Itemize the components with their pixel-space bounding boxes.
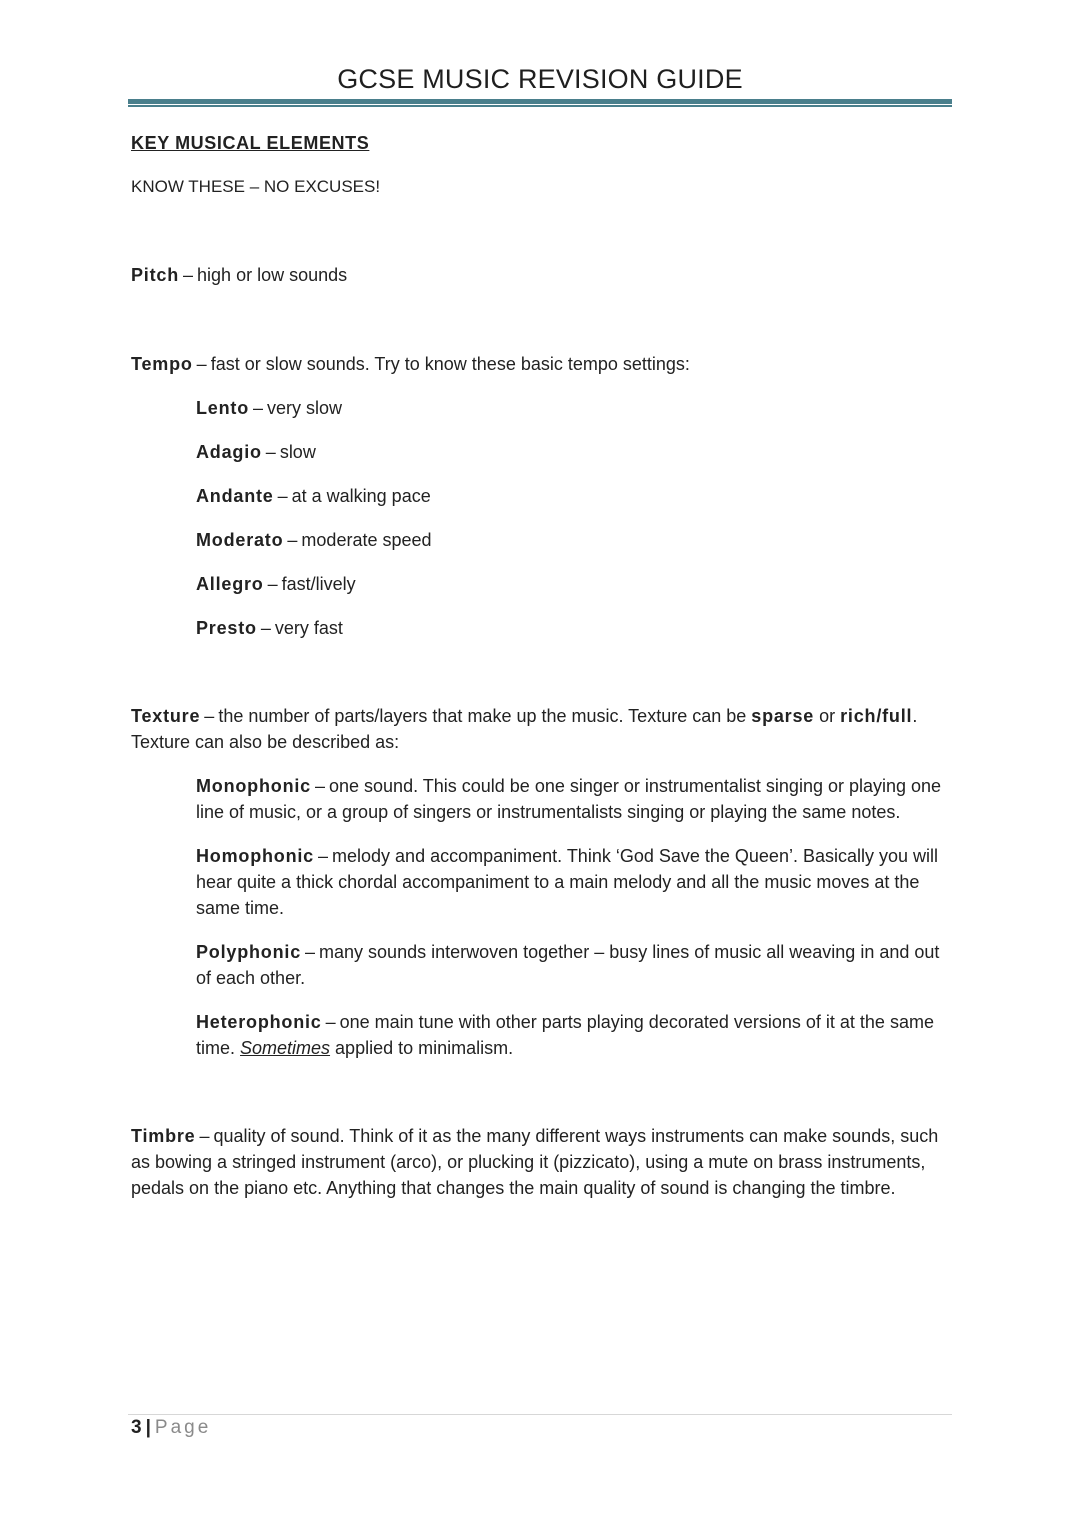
texture-item xyxy=(196,773,951,825)
tempo-def: fast or slow sounds. Try to know these basic tempo settings: xyxy=(210,354,690,374)
texture-def-2: or xyxy=(814,706,841,726)
page-content xyxy=(131,130,951,1201)
texture-item-term: Polyphonic xyxy=(196,942,302,962)
tempo-block xyxy=(131,351,951,641)
dash: – xyxy=(183,265,194,285)
texture-bold-rich: rich/full xyxy=(840,706,913,726)
footer-rule xyxy=(128,1414,952,1415)
texture-hetero-emphasis: Sometimes xyxy=(240,1038,331,1058)
tempo-item xyxy=(196,483,951,509)
timbre-entry xyxy=(131,1123,951,1201)
texture-hetero-def-1: one main tune with other parts playing decorated versions of it at the same time. xyxy=(196,1012,934,1058)
dash: – xyxy=(325,1012,336,1032)
texture-entry xyxy=(131,703,951,755)
footer-separator: | xyxy=(145,1417,151,1438)
page-number: 3 xyxy=(131,1417,142,1438)
tempo-item-def: at a walking pace xyxy=(291,486,431,506)
dash: – xyxy=(277,486,288,506)
dash: – xyxy=(267,574,278,594)
tempo-item-term: Moderato xyxy=(196,530,284,550)
tempo-item-def: slow xyxy=(279,442,316,462)
tempo-item-def: very fast xyxy=(274,618,343,638)
tempo-item-term: Presto xyxy=(196,618,257,638)
texture-list xyxy=(131,773,951,1061)
texture-term: Texture xyxy=(131,706,201,726)
tempo-entry xyxy=(131,351,951,377)
tempo-list xyxy=(131,395,951,641)
tempo-item-def: very slow xyxy=(267,398,343,418)
texture-def-3: . Texture can also be described as: xyxy=(131,706,918,752)
tempo-item-def: moderate speed xyxy=(301,530,432,550)
tempo-item-term: Adagio xyxy=(196,442,262,462)
dash: – xyxy=(318,846,329,866)
dash: – xyxy=(196,354,207,374)
tempo-item-term: Allegro xyxy=(196,574,264,594)
tempo-item xyxy=(196,439,951,465)
dash: – xyxy=(204,706,215,726)
pitch-term: Pitch xyxy=(131,265,180,285)
tempo-term: Tempo xyxy=(131,354,193,374)
dash: – xyxy=(260,618,271,638)
texture-item-def: melody and accompaniment. Think ‘God Save the Queen’. Basically you will hear quite a thick chordal accompaniment to a main melody and all the music moves at the same time. xyxy=(196,846,938,918)
texture-item xyxy=(196,843,951,921)
timbre-block xyxy=(131,1123,951,1201)
tempo-item xyxy=(196,615,951,641)
pitch-def: high or low sounds xyxy=(197,265,348,285)
texture-item xyxy=(196,1009,951,1061)
dash: – xyxy=(253,398,264,418)
texture-item xyxy=(196,939,951,991)
timbre-term: Timbre xyxy=(131,1126,196,1146)
page-header-title: GCSE MUSIC REVISION GUIDE xyxy=(337,64,743,94)
tempo-item xyxy=(196,395,951,421)
texture-item-def: many sounds interwoven together – busy lines of music all weaving in and out of each other. xyxy=(196,942,940,988)
header-rule xyxy=(128,99,952,104)
pitch-block xyxy=(131,262,951,288)
page-footer xyxy=(131,1417,211,1439)
timbre-def: quality of sound. Think of it as the many different ways instruments can make sounds, such as bowing a stringed instrument (arco), or plucking it (pizzicato), using a mute on brass instruments, pedals on the piano etc. Anything that changes the main quality of sound is changing the timbre. xyxy=(131,1126,939,1198)
tempo-item-term: Andante xyxy=(196,486,274,506)
dash: – xyxy=(314,776,325,796)
texture-bold-sparse: sparse xyxy=(751,706,815,726)
texture-item-term: Homophonic xyxy=(196,846,314,866)
texture-block xyxy=(131,703,951,1061)
tempo-item-term: Lento xyxy=(196,398,249,418)
texture-item-def: one sound. This could be one singer or instrumentalist singing or playing one line of music, or a group of singers or instrumentalists singing or playing the same notes. xyxy=(196,776,942,822)
section-title: KEY MUSICAL ELEMENTS xyxy=(131,133,370,153)
dash: – xyxy=(287,530,298,550)
pitch-entry xyxy=(131,262,951,288)
texture-hetero-def-2: applied to minimalism. xyxy=(330,1038,514,1058)
texture-item-term: Monophonic xyxy=(196,776,311,796)
texture-item-term: Heterophonic xyxy=(196,1012,322,1032)
tempo-item-def: fast/lively xyxy=(281,574,356,594)
dash: – xyxy=(199,1126,210,1146)
tempo-item xyxy=(196,571,951,597)
tempo-item xyxy=(196,527,951,553)
dash: – xyxy=(305,942,316,962)
header-rule-thin xyxy=(128,105,952,107)
page-label: Page xyxy=(154,1417,212,1438)
section-subtitle: KNOW THESE – NO EXCUSES! xyxy=(131,177,381,196)
texture-def-1: the number of parts/layers that make up the music. Texture can be xyxy=(218,706,752,726)
dash: – xyxy=(265,442,276,462)
